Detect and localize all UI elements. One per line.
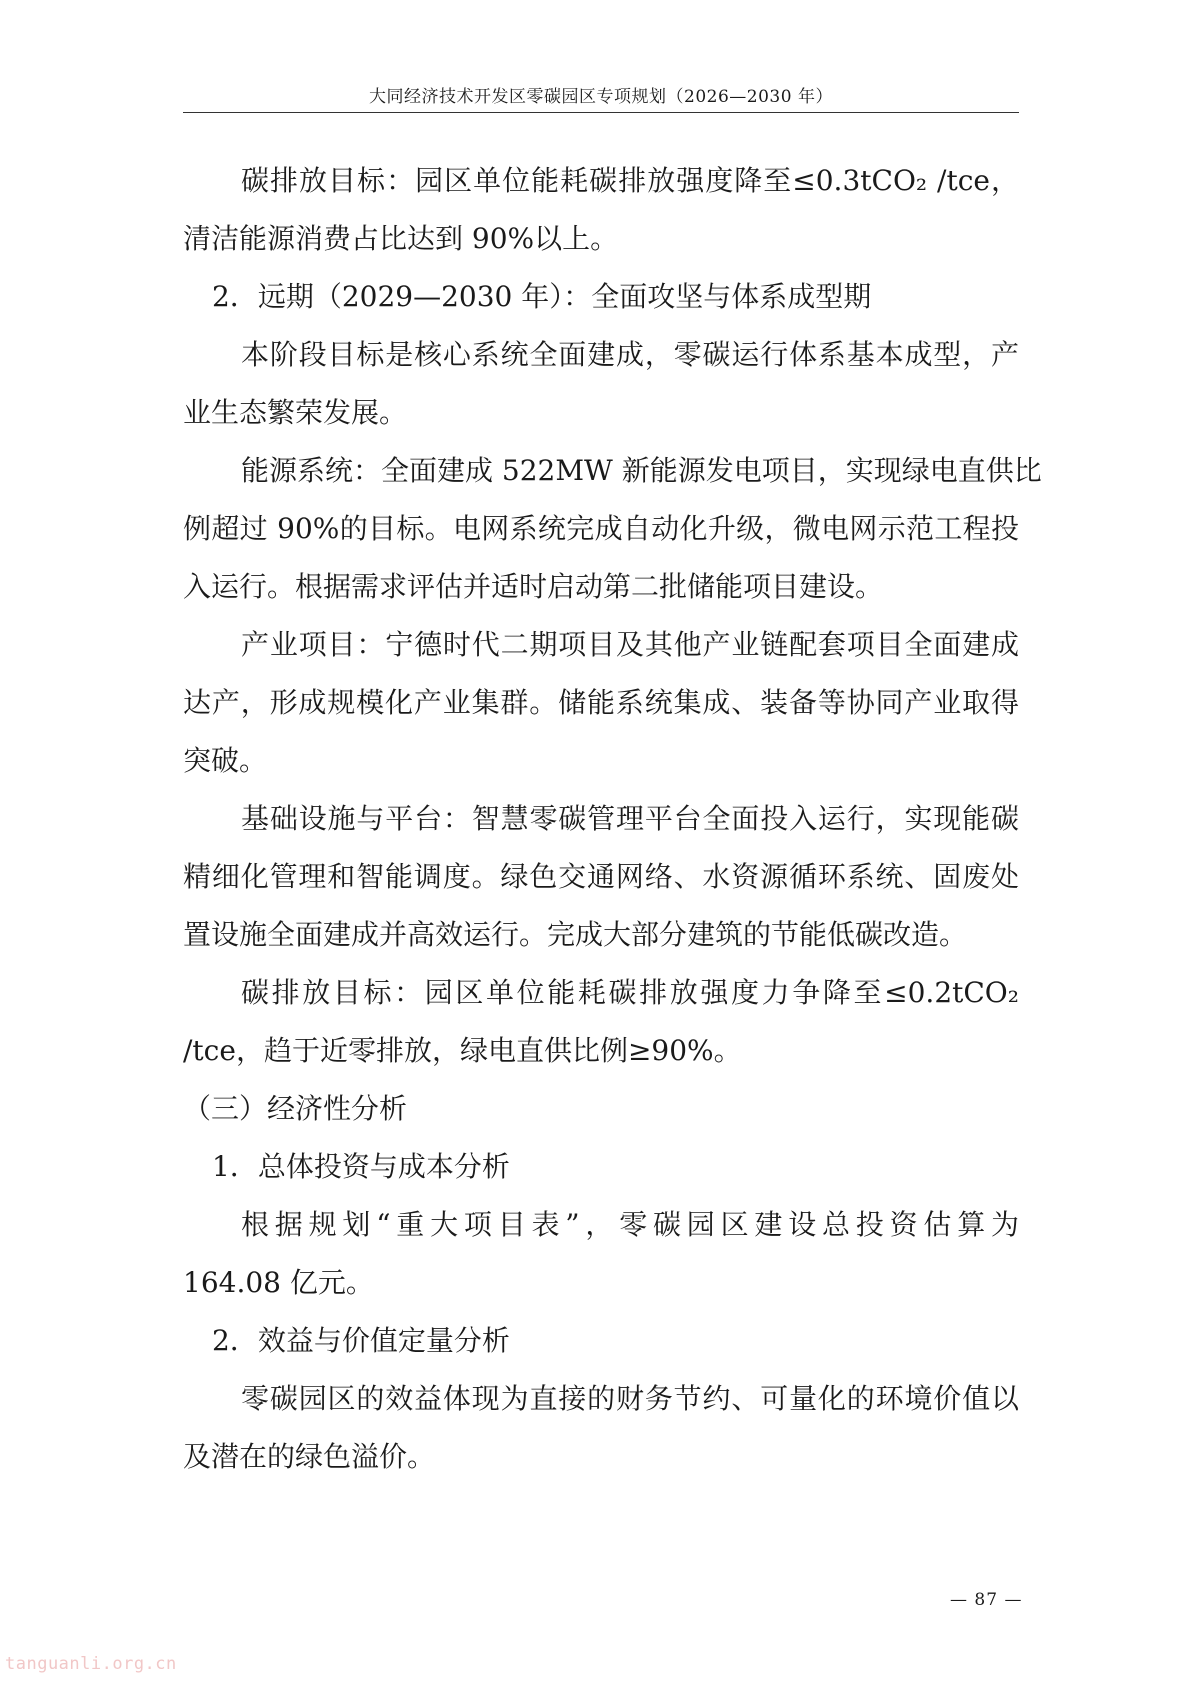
subsection-heading: 1．总体投资与成本分析 [212, 1150, 510, 1183]
section-heading: （三）经济性分析 [183, 1092, 408, 1125]
paragraph-line: 能源系统：全面建成 522MW 新能源发电项目，实现绿电直供比 [241, 454, 1042, 487]
paragraph-line: 业生态繁荣发展。 [183, 396, 408, 429]
paragraph-line: 碳排放目标：园区单位能耗碳排放强度降至≤0.3tCO₂ /tce， [241, 164, 1019, 197]
paragraph-line: 达产，形成规模化产业集群。储能系统集成、装备等协同产业取得 [183, 686, 1019, 719]
paragraph-line: 根据规划“重大项目表”，零碳园区建设总投资估算为 [241, 1208, 1019, 1241]
paragraph-line: 入运行。根据需求评估并适时启动第二批储能项目建设。 [183, 570, 884, 603]
paragraph-line: 产业项目：宁德时代二期项目及其他产业链配套项目全面建成 [241, 628, 1019, 661]
running-header: 大同经济技术开发区零碳园区专项规划（2026—2030 年） [183, 82, 1019, 113]
site-watermark: tanguanli.org.cn [5, 1654, 177, 1674]
paragraph-line: 清洁能源消费占比达到 90%以上。 [183, 222, 619, 255]
subsection-heading: 2．效益与价值定量分析 [212, 1324, 510, 1357]
page-number: — 87 — [950, 1590, 1023, 1610]
paragraph-line: 置设施全面建成并高效运行。完成大部分建筑的节能低碳改造。 [183, 918, 968, 951]
paragraph-line: 精细化管理和智能调度。绿色交通网络、水资源循环系统、固废处 [183, 860, 1019, 893]
paragraph-line: 零碳园区的效益体现为直接的财务节约、可量化的环境价值以 [241, 1382, 1019, 1415]
paragraph-line: 及潜在的绿色溢价。 [183, 1440, 436, 1473]
paragraph-line: /tce，趋于近零排放，绿电直供比例≥90%。 [183, 1034, 742, 1067]
paragraph-line: 164.08 亿元。 [183, 1266, 374, 1299]
paragraph-line: 例超过 90%的目标。电网系统完成自动化升级，微电网示范工程投 [183, 512, 1019, 545]
section-heading: 2．远期（2029—2030 年）：全面攻坚与体系成型期 [212, 280, 872, 313]
paragraph-line: 基础设施与平台：智慧零碳管理平台全面投入运行，实现能碳 [241, 802, 1019, 835]
paragraph-line: 碳排放目标：园区单位能耗碳排放强度力争降至≤0.2tCO₂ [241, 976, 1019, 1009]
paragraph-line: 突破。 [183, 744, 268, 777]
document-body [183, 152, 1042, 1486]
paragraph-line: 本阶段目标是核心系统全面建成，零碳运行体系基本成型，产 [241, 338, 1019, 371]
